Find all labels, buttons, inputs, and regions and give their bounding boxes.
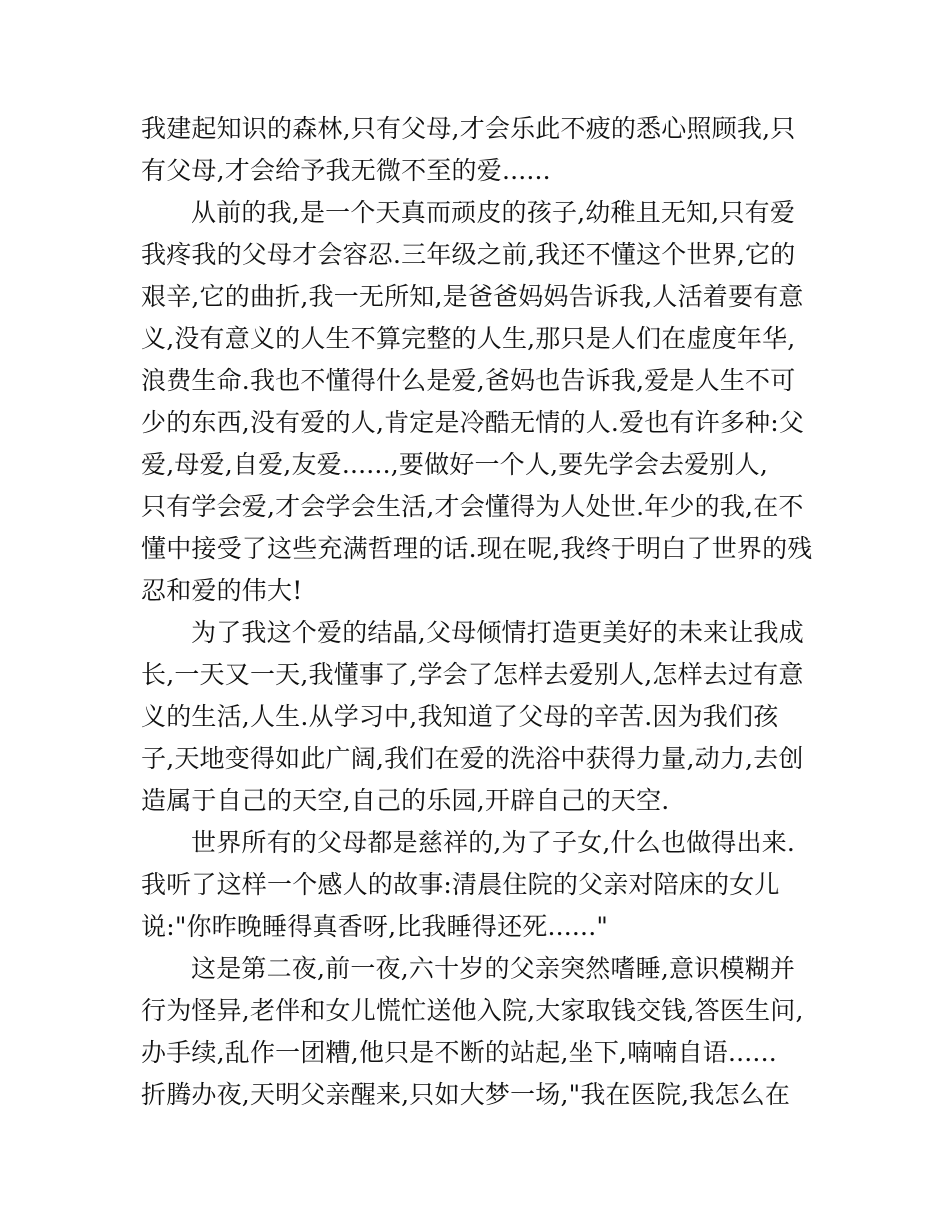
text-line: 办手续,乱作一团糟,他只是不断的站起,坐下,喃喃自语......: [141, 1038, 777, 1067]
text-line: 义,没有意义的人生不算完整的人生,那只是人们在虚度年华,: [141, 324, 796, 353]
text-line: 我疼我的父母才会容忍.三年级之前,我还不懂这个世界,它的: [141, 240, 796, 269]
paragraph-first-line: 为了我这个爱的结晶,父母倾情打造更美好的未来让我成: [191, 618, 804, 647]
text-line: 有父母,才会给予我无微不至的爱......: [141, 156, 551, 185]
text-line: 忍和爱的伟大!: [141, 576, 303, 605]
paragraph-first-line: 世界所有的父母都是慈祥的,为了子女,什么也做得出来.: [191, 828, 796, 857]
text-line: 只有学会爱,才会学会生活,才会懂得为人处世.年少的我,在不: [141, 492, 804, 521]
text-line: 造属于自己的天空,自己的乐园,开辟自己的天空.: [141, 786, 670, 815]
text-line: 说:"你昨晚睡得真香呀,比我睡得还死......": [141, 912, 609, 941]
text-line: 长,一天又一天,我懂事了,学会了怎样去爱别人,怎样去过有意: [141, 660, 804, 689]
text-line: 子,天地变得如此广阔,我们在爱的洗浴中获得力量,动力,去创: [141, 744, 804, 773]
text-line: 行为怪异,老伴和女儿慌忙送他入院,大家取钱交钱,答医生问,: [141, 996, 804, 1025]
text-line: 少的东西,没有爱的人,肯定是冷酷无情的人.爱也有许多种:父: [141, 408, 805, 437]
text-line: 我建起知识的森林,只有父母,才会乐此不疲的悉心照顾我,只: [141, 114, 796, 143]
body-text: [141, 108, 821, 1116]
text-line: 义的生活,人生.从学习中,我知道了父母的辛苦.因为我们孩: [141, 702, 779, 731]
text-line: 懂中接受了这些充满哲理的话.现在呢,我终于明白了世界的残: [141, 534, 813, 563]
text-line: 我听了这样一个感人的故事:清晨住院的父亲对陪床的女儿: [141, 870, 780, 899]
text-line: 折腾办夜,天明父亲醒来,只如大梦一场,"我在医院,我怎么在: [141, 1080, 791, 1109]
text-line: 爱,母爱,自爱,友爱......,要做好一个人,要先学会去爱别人,: [141, 450, 768, 479]
text-line: 艰辛,它的曲折,我一无所知,是爸爸妈妈告诉我,人活着要有意: [141, 282, 804, 311]
paragraph-first-line: 这是第二夜,前一夜,六十岁的父亲突然嗜睡,意识模糊并: [191, 954, 796, 983]
paragraph-first-line: 从前的我,是一个天真而顽皮的孩子,幼稚且无知,只有爱: [191, 198, 796, 227]
text-line: 浪费生命.我也不懂得什么是爱,爸妈也告诉我,爱是人生不可: [141, 366, 796, 395]
